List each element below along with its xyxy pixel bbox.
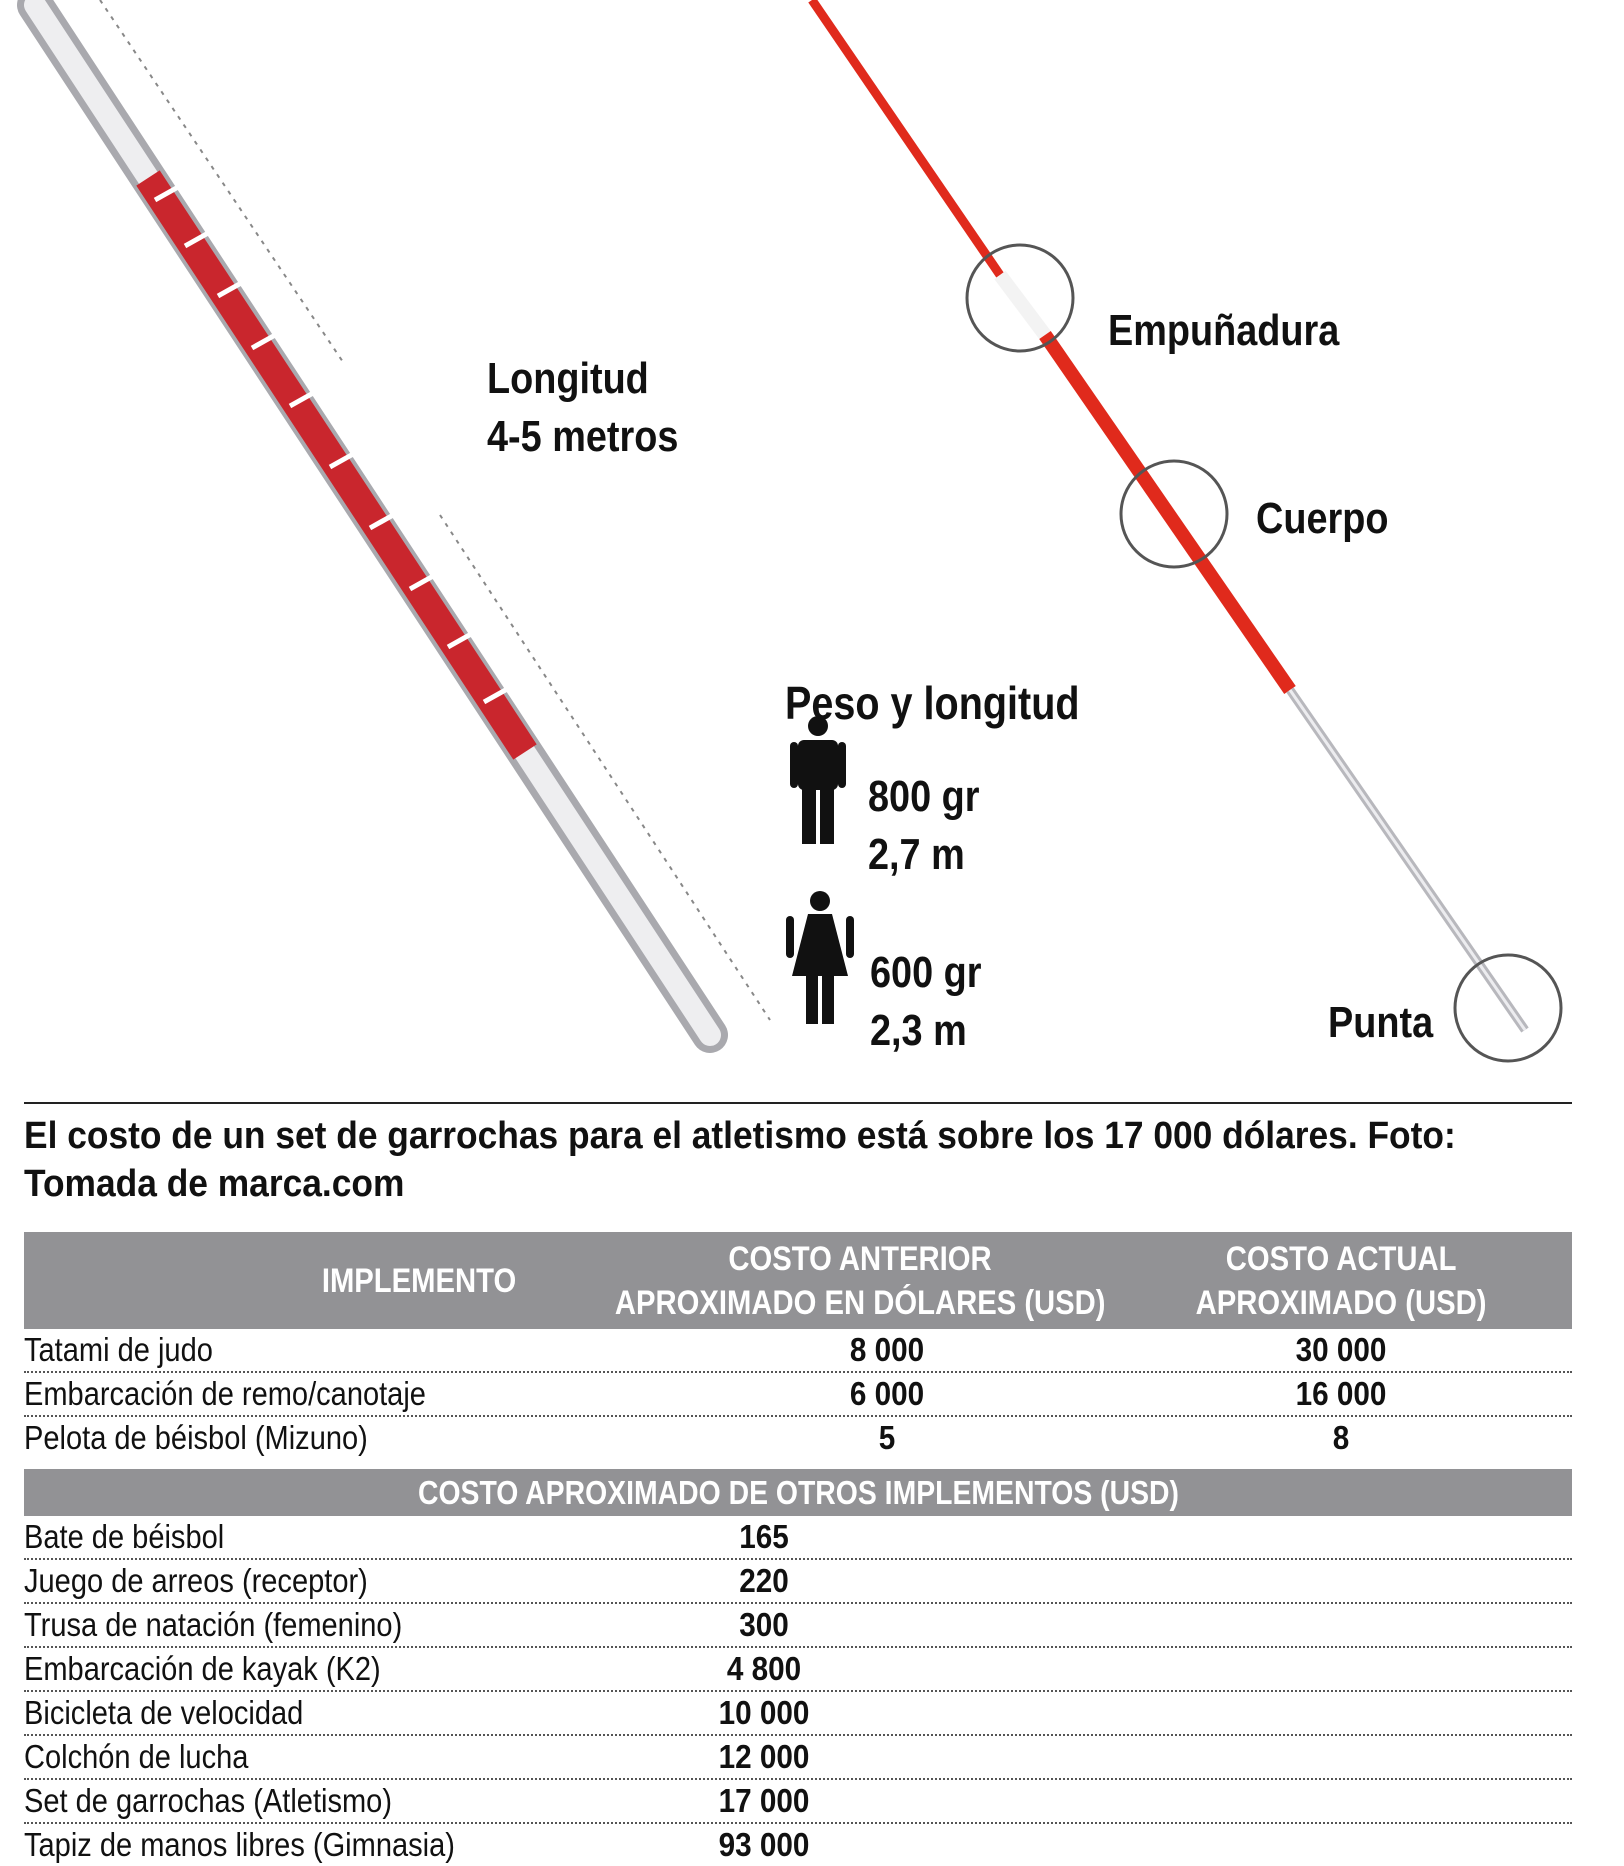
list-item: Set de garrochas (Atletismo) 17 000 [24, 1780, 1572, 1824]
table-row: Pelota de béisbol (Mizuno) 5 8 [24, 1419, 1350, 1456]
table-row: Tatami de judo 8 000 30 000 [24, 1329, 1572, 1373]
male-length: 2,7 m [868, 830, 965, 879]
cuerpo-label: Cuerpo [1256, 494, 1389, 543]
photo-caption: El costo de un set de garrochas para el atletismo está sobre los 17 000 dólares. Foto: Tomada de marca.com [24, 1115, 1456, 1205]
man-icon [790, 716, 846, 844]
caption-divider [24, 1102, 1572, 1104]
longitud-value: 4-5 metros [487, 412, 679, 461]
cost-table [24, 1232, 1572, 1866]
header-implemento: IMPLEMENTO [321, 1261, 517, 1300]
female-length: 2,3 m [870, 1006, 967, 1055]
list-item: Bate de béisbol 165 [24, 1516, 1572, 1560]
list-item: Bicicleta de velocidad 10 000 [24, 1692, 1572, 1736]
longitud-title: Longitud [487, 354, 649, 403]
male-weight: 800 gr [868, 772, 980, 821]
list-item: Juego de arreos (receptor) 220 [24, 1560, 1572, 1604]
vaulting-pole [35, 0, 770, 1035]
peso-title: Peso y longitud [785, 677, 1080, 729]
punta-label: Punta [1328, 998, 1434, 1047]
list-item: Colchón de lucha 12 000 [24, 1736, 1572, 1780]
list-item: Trusa de natación (femenino) 300 [24, 1604, 1572, 1648]
table-row: Embarcación de remo/canotaje 6 000 16 000 [24, 1373, 1572, 1417]
table-header [24, 1232, 1572, 1329]
header-costo-anterior: COSTO ANTERIOR APROXIMADO EN DÓLARES (USD) [614, 1239, 1106, 1322]
woman-icon [786, 891, 854, 1024]
list-item: Embarcación de kayak (K2) 4 800 [24, 1648, 1572, 1692]
header-costo-actual: COSTO ACTUAL APROXIMADO (USD) [1195, 1239, 1487, 1322]
female-weight: 600 gr [870, 948, 982, 997]
empunadura-label: Empuñadura [1108, 306, 1340, 355]
list-item: Tapiz de manos libres (Gimnasia) 93 000 [24, 1826, 810, 1863]
others-section-header: COSTO APROXIMADO DE OTROS IMPLEMENTOS (USD) [24, 1469, 1572, 1516]
